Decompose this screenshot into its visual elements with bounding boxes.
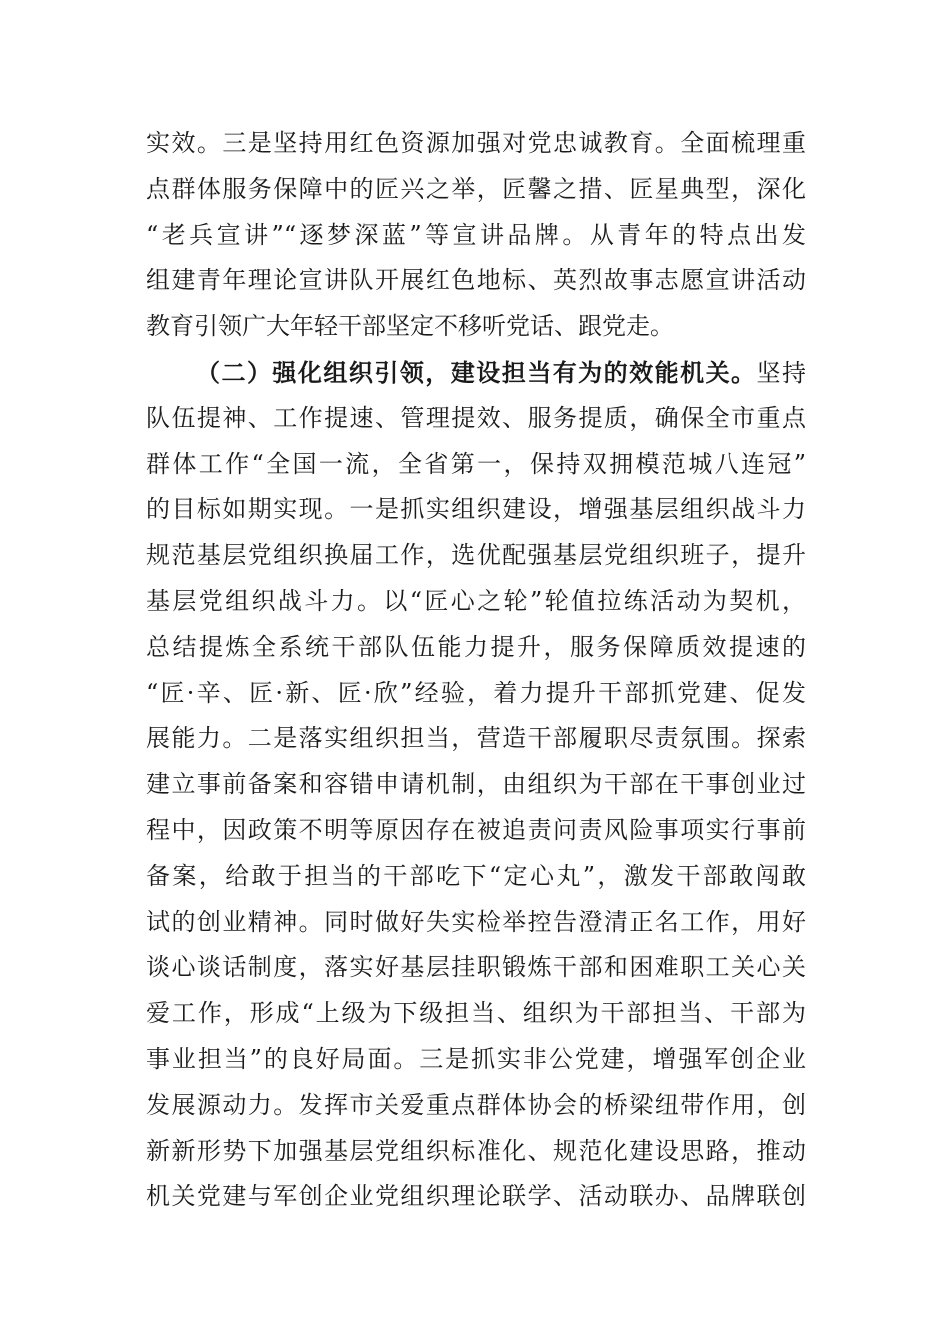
text-line-3: “老兵宣讲”“逐梦深蓝”等宣讲品牌。从青年的特点出发	[146, 220, 806, 249]
text-line-22: 发展源动力。发挥市关爱重点群体协会的桥梁纽带作用，创	[146, 1090, 806, 1119]
text-line-1: 实效。三是坚持用红色资源加强对党忠诚教育。全面梳理重	[146, 129, 806, 157]
text-line-5: 教育引领广大年轻干部坚定不移听党话、跟党走。	[146, 312, 674, 341]
text-line-13: “匠·辛、匠·新、匠·欣”经验，着力提升干部抓党建、促发	[146, 678, 806, 707]
text-line-19: 谈心谈话制度，落实好基层挂职锻炼干部和困难职工关心关	[146, 953, 806, 982]
section-heading-line	[146, 350, 806, 396]
section-heading-continuation: 坚持	[756, 358, 806, 387]
document-body	[146, 121, 806, 1220]
text-line-15: 建立事前备案和容错申请机制，由组织为干部在干事创业过	[146, 770, 806, 799]
text-line-7: 队伍提神、工作提速、管理提效、服务提质，确保全市重点	[146, 403, 806, 432]
text-line-14: 展能力。二是落实组织担当，营造干部履职尽责氛围。探索	[146, 724, 806, 753]
text-line-12: 总结提炼全系统干部队伍能力提升，服务保障质效提速的	[146, 632, 806, 661]
section-heading: （二）强化组织引领，建设担当有为的效能机关。	[196, 357, 757, 387]
text-line-24: 机关党建与军创企业党组织理论联学、活动联办、品牌联创	[146, 1182, 806, 1211]
text-line-20: 爱工作，形成“上级为下级担当、组织为干部担当、干部为	[146, 999, 806, 1028]
text-line-16: 程中，因政策不明等原因存在被追责问责风险事项实行事前	[146, 815, 806, 844]
text-line-21: 事业担当”的良好局面。三是抓实非公党建，增强军创企业	[146, 1044, 806, 1073]
text-line-11: 基层党组织战斗力。以“匠心之轮”轮值拉练活动为契机，	[146, 586, 806, 615]
text-line-4: 组建青年理论宣讲队开展红色地标、英烈故事志愿宣讲活动	[146, 266, 806, 295]
text-line-9: 的目标如期实现。一是抓实组织建设，增强基层组织战斗力	[146, 495, 806, 524]
text-line-10: 规范基层党组织换届工作，选优配强基层党组织班子，提升	[146, 541, 806, 570]
text-line-8: 群体工作“全国一流，全省第一，保持双拥模范城八连冠”	[146, 449, 806, 478]
text-line-2: 点群体服务保障中的匠兴之举，匠馨之措、匠星典型，深化	[146, 174, 806, 203]
text-line-18: 试的创业精神。同时做好失实检举控告澄清正名工作，用好	[146, 907, 806, 936]
text-line-23: 新新形势下加强基层党组织标准化、规范化建设思路，推动	[146, 1136, 806, 1165]
text-line-17: 备案，给敢于担当的干部吃下“定心丸”，激发干部敢闯敢	[146, 861, 806, 890]
